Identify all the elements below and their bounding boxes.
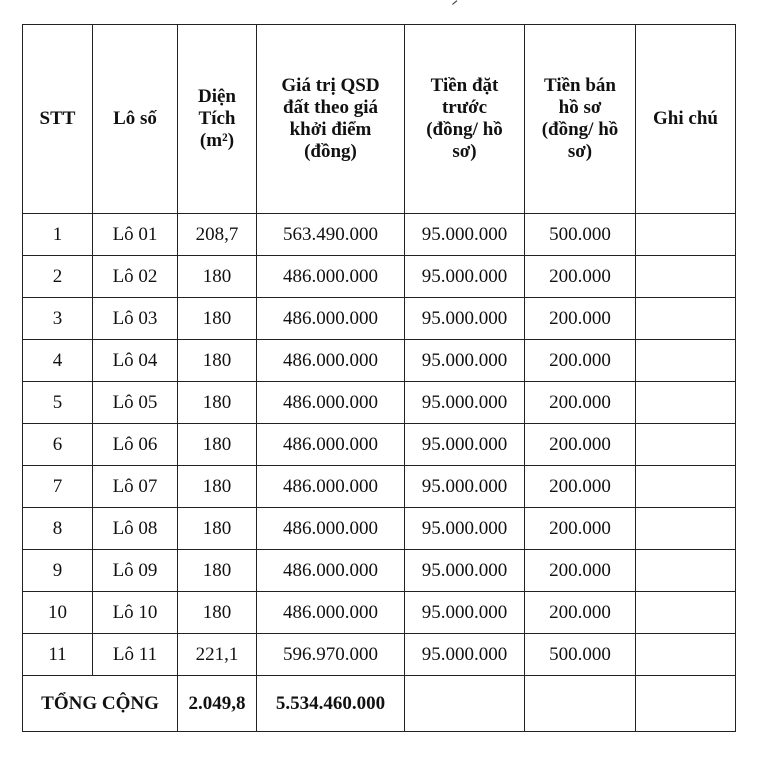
cell-starting-value: 596.970.000 [257,634,405,676]
cell-area: 180 [178,298,257,340]
table-row [23,340,736,382]
total-area: 2.049,8 [178,676,257,732]
cell-notes [636,340,736,382]
header-notes: Ghi chú [636,25,736,214]
cell-area: 180 [178,466,257,508]
table-row [23,256,736,298]
cell-deposit: 95.000.000 [405,382,525,424]
table-row [23,592,736,634]
cell-area: 180 [178,340,257,382]
cell-area: 180 [178,424,257,466]
cell-lot-number: Lô 09 [93,550,178,592]
cell-notes [636,214,736,256]
cell-stt: 8 [23,508,93,550]
cell-area: 180 [178,508,257,550]
cell-starting-value: 486.000.000 [257,424,405,466]
cell-area: 180 [178,256,257,298]
cell-starting-value: 563.490.000 [257,214,405,256]
cell-starting-value: 486.000.000 [257,382,405,424]
cell-notes [636,508,736,550]
cell-area: 180 [178,382,257,424]
cell-deposit: 95.000.000 [405,466,525,508]
cell-dossier-fee: 500.000 [525,214,636,256]
cell-stt: 1 [23,214,93,256]
cell-starting-value: 486.000.000 [257,508,405,550]
cell-lot-number: Lô 02 [93,256,178,298]
cell-dossier-fee: 200.000 [525,592,636,634]
total-row [23,676,736,732]
header-row [23,25,736,214]
cell-stt: 4 [23,340,93,382]
cell-stt: 5 [23,382,93,424]
cell-notes [636,634,736,676]
cell-lot-number: Lô 03 [93,298,178,340]
cell-stt: 3 [23,298,93,340]
cell-lot-number: Lô 01 [93,214,178,256]
cell-starting-value: 486.000.000 [257,466,405,508]
header-dossier-fee: Tiền bán hồ sơ (đồng/ hồ sơ) [525,25,636,214]
cell-deposit: 95.000.000 [405,592,525,634]
cell-deposit: 95.000.000 [405,214,525,256]
cell-deposit: 95.000.000 [405,634,525,676]
cell-dossier-fee: 200.000 [525,424,636,466]
cell-dossier-fee: 200.000 [525,508,636,550]
cell-area: 180 [178,550,257,592]
cell-deposit: 95.000.000 [405,340,525,382]
total-empty-cell [405,676,525,732]
cell-deposit: 95.000.000 [405,298,525,340]
table-row [23,550,736,592]
header-area: Diện Tích (m²) [178,25,257,214]
cell-lot-number: Lô 07 [93,466,178,508]
table-row [23,298,736,340]
cell-starting-value: 486.000.000 [257,550,405,592]
table-row [23,634,736,676]
cell-dossier-fee: 200.000 [525,466,636,508]
cell-deposit: 95.000.000 [405,424,525,466]
table-row [23,382,736,424]
cell-lot-number: Lô 06 [93,424,178,466]
cell-starting-value: 486.000.000 [257,340,405,382]
cell-deposit: 95.000.000 [405,550,525,592]
cell-notes [636,592,736,634]
cell-starting-value: 486.000.000 [257,256,405,298]
cell-dossier-fee: 200.000 [525,550,636,592]
cell-stt: 6 [23,424,93,466]
cell-lot-number: Lô 04 [93,340,178,382]
total-empty-cell [636,676,736,732]
cell-lot-number: Lô 08 [93,508,178,550]
cell-starting-value: 486.000.000 [257,592,405,634]
table-row [23,214,736,256]
cell-stt: 7 [23,466,93,508]
cell-notes [636,382,736,424]
cell-area: 208,7 [178,214,257,256]
cell-notes [636,256,736,298]
cell-area: 180 [178,592,257,634]
cell-notes [636,550,736,592]
cell-dossier-fee: 200.000 [525,256,636,298]
cell-starting-value: 486.000.000 [257,298,405,340]
table-body [23,214,736,676]
cell-stt: 11 [23,634,93,676]
cell-dossier-fee: 200.000 [525,340,636,382]
header-starting-value: Giá trị QSD đất theo giá khởi điểm (đồng) [257,25,405,214]
stray-mark [452,0,458,5]
cell-stt: 9 [23,550,93,592]
table-row [23,466,736,508]
header-stt: STT [23,25,93,214]
cell-area: 221,1 [178,634,257,676]
cell-deposit: 95.000.000 [405,508,525,550]
cell-lot-number: Lô 11 [93,634,178,676]
header-lot-number: Lô số [93,25,178,214]
cell-notes [636,298,736,340]
total-empty-cell [525,676,636,732]
auction-lots-table [22,24,736,732]
table-row [23,424,736,466]
cell-lot-number: Lô 10 [93,592,178,634]
total-label: TỔNG CỘNG [23,676,178,732]
cell-dossier-fee: 200.000 [525,382,636,424]
header-deposit: Tiền đặt trước (đồng/ hồ sơ) [405,25,525,214]
cell-deposit: 95.000.000 [405,256,525,298]
cell-dossier-fee: 500.000 [525,634,636,676]
table-row [23,508,736,550]
cell-lot-number: Lô 05 [93,382,178,424]
total-value: 5.534.460.000 [257,676,405,732]
cell-notes [636,424,736,466]
cell-stt: 2 [23,256,93,298]
cell-notes [636,466,736,508]
cell-dossier-fee: 200.000 [525,298,636,340]
cell-stt: 10 [23,592,93,634]
